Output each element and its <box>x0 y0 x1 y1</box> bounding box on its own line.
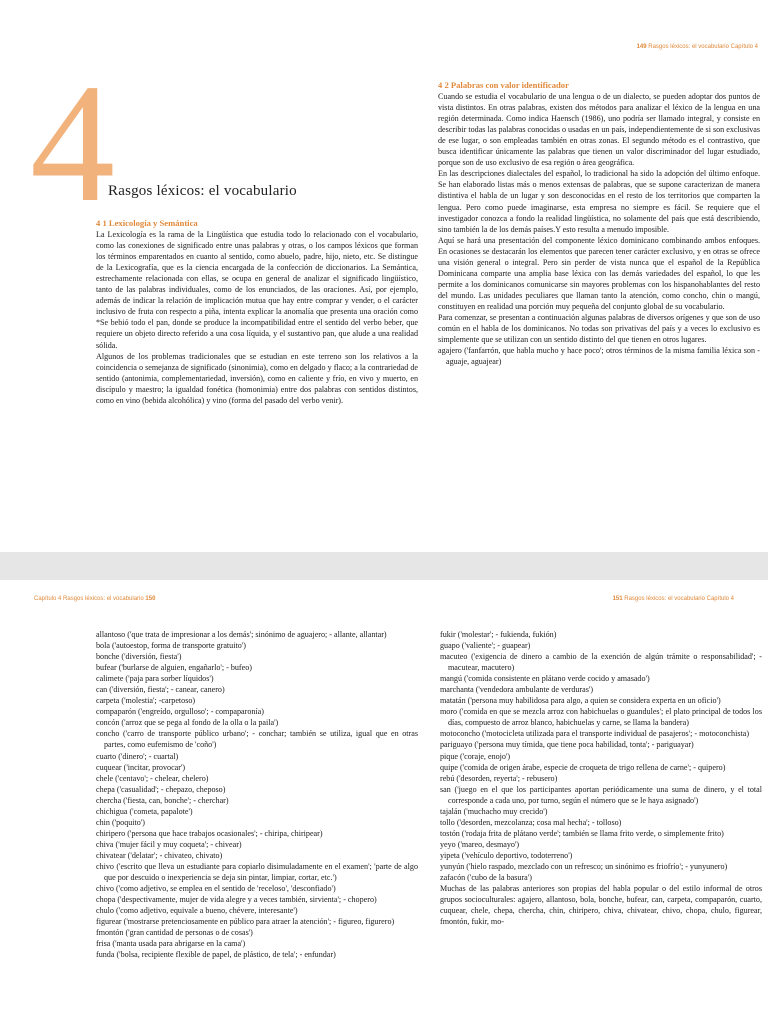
glossary-entry: tajalán ('muchacho muy crecido') <box>440 806 548 816</box>
glossary-entry: tollo ('desorden, mezcolanza; cosa mal hecha'; - tolloso) <box>440 817 622 827</box>
glossary-entry: frisa ('manta usada para abrigarse en la cama') <box>96 939 246 949</box>
glossary-entry: san ('juego en el que los participantes aportan periódicamente una suma de dinero, y el total corresponde a cada uno, por turno, según el número que se le haya asignado') <box>440 784 762 805</box>
glossary-entry: fmontón ('gran cantidad de personas o de cosas') <box>96 928 253 938</box>
glossary-entry: compaparón ('engreído, orgulloso'; - compaparonía) <box>96 707 264 717</box>
glossary-entry: chulo ('como adjetivo, equivale a bueno, chévere, interesante') <box>96 906 298 916</box>
glossary-entry: can ('diversión, fiesta'; - canear, canero) <box>96 685 225 695</box>
glossary-entry: concón ('arroz que se pega al fondo de la olla o la paila') <box>96 718 279 728</box>
paragraph: La Lexicología es la rama de la Lingüística que estudia todo lo relacionado con el vocabulario, como las conexiones de significado entre unas palabras y otras, o los campos léxicos que forman los términos emparentados en cuanto al sentido, como abuelo, padre, hijo, nieto, etc. Se distingue de la Lexicografía, que es la ciencia encargada de la confección de diccionarios. La Semántica, estrechamente relacionada con ellas, se ocupa en general de analizar el significado lingüístico, tanto de las palabras individuales, como de los enunciados, de las oraciones. Así, por ejemplo, además de indicar la relación de implicación mutua que hay entre comprar y vender, o el carácter inclusivo de fruta con respecto a piña, intenta explicar la anomalía que presenta una oración como *Se bebió todo el pan, donde se produce la incompatibilidad entre el sentido del verbo beber, que requiere un objeto directo referido a una cosa líquida, y el sustantivo pan, que alude a una realidad sólida. <box>96 230 418 350</box>
glossary-entry: pariguayo ('persona muy tímida, que tiene poca habilidad, tonta'; - pariguayar) <box>440 740 694 750</box>
paragraph: Para comenzar, se presentan a continuación algunas palabras de diversos orígenes y que son de uso común en el habla de los dominicanos. No todas son privativas del país y a veces lo exclusivo es simplemente que se utilizan con un sentido distinto del que tienen en otros lugares. <box>438 312 760 345</box>
glossary-entry: fukir ('molestar'; - fukienda, fukión) <box>440 630 557 639</box>
paragraph: Aquí se hará una presentación del componente léxico dominicano combinando ambos enfoques. En ocasiones se destacarán los elementos que parecen tener carácter exclusivo, y en otras se ofrece una visión general o integral. Pero sin perder de vista nunca que el español de la República Dominicana comparte una amplia base léxica con las demás variedades del español, lo que les permite a los dominicanos comunicarse sin mayores problemas con los hispanohablantes del resto del mundo. Las unidades peculiares que llaman tanto la atención, como concho, chin o mangú, constituyen en realidad una porción muy pequeña del conjunto global de su vocabulario. <box>438 235 760 311</box>
paragraph: En las descripciones dialectales del español, lo tradicional ha sido la adopción del último enfoque. Se han elaborado listas más o menos extensas de palabras, que se supone caracterizan de manera distintiva el habla de un lugar y son desconocidas en el resto de los territorios que comparten la lengua. Pero como puede imaginarse, esta empresa no siempre es fácil. Se requiere que el investigador conozca a fondo la realidad lingüística, no solamente del país que está describiendo, sino también la de los demás países.Y esto resulta a menudo imposible. <box>438 169 760 234</box>
glossary-entry: carpeta ('molestia'; -carpetoso) <box>96 696 196 706</box>
glossary-entry: chichigua ('cometa, papalote') <box>96 806 193 816</box>
running-head-text: Rasgos léxicos: el vocabulario Capítulo 4 <box>624 596 734 602</box>
glossary-entry: guapo ('valiente'; - guapear) <box>440 641 531 651</box>
glossary-entry: rebú ('desorden, reyerta'; - rebusero) <box>440 773 558 783</box>
paragraph: Algunos de los problemas tradicionales que se estudian en este terreno son los relativos a la coincidencia o semejanza de significado (sinonimia), como en delgado y flaco; a la contrariedad de sentido (antonimia, complementariedad, inversión), como en caliente y frío, en vivo y muerto, en discípulo y maestro; la igualdad fonética (homonimia) entre dos palabras con sentidos distintos, como en vino (bebida alcohólica) y vino (forma del pasado del verbo venir). <box>96 351 418 405</box>
glossary-entry: bonche ('diversión, fiesta') <box>96 652 182 662</box>
paragraph: Cuando se estudia el vocabulario de una lengua o de un dialecto, se pueden adoptar dos puntos de vista distintos. En otras palabras, existen dos métodos para analizar el léxico de la lengua en una región determinada. Como indica Haensch (1986), uno podría ser llamado integral, y consiste en describir todas las palabras conocidas o usadas en un país, independientemente de si son exclusivas de ese lugar, o son empleadas también en otras zonas. El segundo método es el contrastivo, que busca identificar únicamente las palabras que tienen un valor discriminador del lugar estudiado, porque son de uso exclusivo de esa región o área geográfica. <box>438 92 760 168</box>
glossary-entry: yeyo ('mareo, desmayo') <box>440 839 520 849</box>
section-heading: 4 1 Lexicología y Semántica <box>96 218 198 228</box>
glossary-right-column <box>440 629 762 927</box>
glossary-entry: chivatear ('delatar'; - chivateo, chivato) <box>96 850 223 860</box>
glossary-entry: marchanta ('vendedora ambulante de verduras') <box>440 685 594 695</box>
glossary-entry: yipeta ('vehículo deportivo, todoterreno') <box>440 850 573 860</box>
glossary-entry: zafacón ('cubo de la basura') <box>440 873 532 883</box>
glossary-entry: pique ('coraje, enojo') <box>440 751 511 761</box>
section-heading: 4 2 Palabras con valor identificador <box>438 80 569 90</box>
chapter-title: Rasgos léxicos: el vocabulario <box>108 183 297 199</box>
glossary-entry: allantoso ('que trata de impresionar a los demás'; sinónimo de aguajero; - allante, allantar) <box>96 630 387 639</box>
glossary-entry: chivo ('como adjetivo, se emplea en el sentido de 'receloso', 'desconfiado') <box>96 884 336 894</box>
glossary-entry: funda ('bolsa, recipiente flexible de papel, de plástico, de tela'; - enfundar) <box>96 950 336 960</box>
running-head-text: Capítulo 4 Rasgos léxicos: el vocabulario <box>34 596 146 602</box>
right-column <box>438 80 760 367</box>
pages-150-151 <box>0 580 768 1024</box>
glossary-entry: chiripero ('persona que hace trabajos ocasionales'; - chiripa, chiripear) <box>96 828 323 838</box>
running-head <box>637 44 758 50</box>
paragraph: Muchas de las palabras anteriores son propias del habla popular o del estilo informal de otros grupos socioculturales: agajero, allantoso, bola, bonche, bufear, can, carpeta, compaparón, cuarto, cuquear, chele, chepa, chercha, chin, chiripero, chiva, chivatear, chivo, chopa, chulo, figurear, fmontón, fukir, mo- <box>440 884 762 927</box>
glossary-left-column <box>96 629 418 960</box>
running-head-left <box>34 596 155 602</box>
glossary-entry: chele ('centavo'; - chelear, chelero) <box>96 773 209 783</box>
glossary-entry: chepa ('casualidad'; - chepazo, cheposo) <box>96 784 226 794</box>
glossary-entry: moro ('comida en que se mezcla arroz con habichuelas o guandules'; el plato principal de todos los días, compuesto de arroz blanco, habichuelas y carne, se llama la bandera) <box>440 707 762 728</box>
page-number: 149 <box>636 44 647 50</box>
glossary-entry: chercha ('fiesta, can, bonche'; - cherchar) <box>96 795 229 805</box>
glossary-entry: figurear ('mostrarse pretenciosamente en público para atraer la atención'; - figureo, figurero) <box>96 917 395 927</box>
glossary-entry: matatán ('persona muy habilidosa para algo, a quien se considera experta en un oficio') <box>440 696 721 706</box>
glossary-entry: cuarto ('dinero'; - cuartal) <box>96 751 179 761</box>
glossary-entry: yunyún ('hielo raspado, mezclado con un refresco; un sinónimo es friofrío'; - yunyunero) <box>440 861 728 871</box>
glossary-entry: cuquear ('incitar, provocar') <box>96 762 186 772</box>
chapter-number: 4 <box>30 49 115 237</box>
glossary-entry: concho ('carro de transporte público urbano'; - conchar; también se utiliza, igual que en otras partes, como eufemismo de 'coño') <box>96 729 418 750</box>
running-head-text: Rasgos léxicos: el vocabulario Capítulo 4 <box>648 44 758 50</box>
glossary-entry: quipe ('comida de origen árabe, especie de croqueta de trigo rellena de carne'; - quipero) <box>440 762 726 772</box>
page-number: 150 <box>145 596 156 602</box>
glossary-entry: chopa ('despectivamente, mujer de vida alegre y a veces también, sirvienta'; - chopero) <box>96 895 377 905</box>
glossary-entry: mangú ('comida consistente en plátano verde cocido y amasado') <box>440 674 650 684</box>
glossary-entry: bola ('autoestop, forma de transporte gratuito') <box>96 641 246 651</box>
glossary-entry: agajero ('fanfarrón, que habla mucho y hace poco'; otros términos de la misma familia léxica son - aguaje, aguajear) <box>438 346 760 367</box>
glossary-entry: macuteo ('exigencia de dinero a cambio de la exención de algún trámite o responsabilidad'; - macutear, macutero) <box>440 652 762 673</box>
glossary-entry: chivo ('escrito que lleva un estudiante para copiarlo disimuladamente en el examen'; 'parte de algo que por descuido o inexperiencia se deja sin pintar, limpiar, cortar, etc.') <box>96 861 418 883</box>
left-column <box>96 218 418 406</box>
running-head-right <box>613 596 734 602</box>
glossary-entry: chin ('poquito') <box>96 817 145 827</box>
glossary-entry: tostón ('rodaja frita de plátano verde'; también se llama frito verde, o simplemente frito) <box>440 828 724 838</box>
page-number: 151 <box>612 596 623 602</box>
glossary-entry: bufear ('burlarse de alguien, engañarlo'; - bufeo) <box>96 663 252 673</box>
glossary-entry: calimete ('paja para sorber líquidos') <box>96 674 214 684</box>
glossary-entry: chiva ('mujer fácil y muy coqueta'; - chivear) <box>96 839 242 849</box>
glossary-entry: motoconcho ('motocicleta utilizada para el transporte individual de pasajeros'; - motoconchista) <box>440 729 750 739</box>
